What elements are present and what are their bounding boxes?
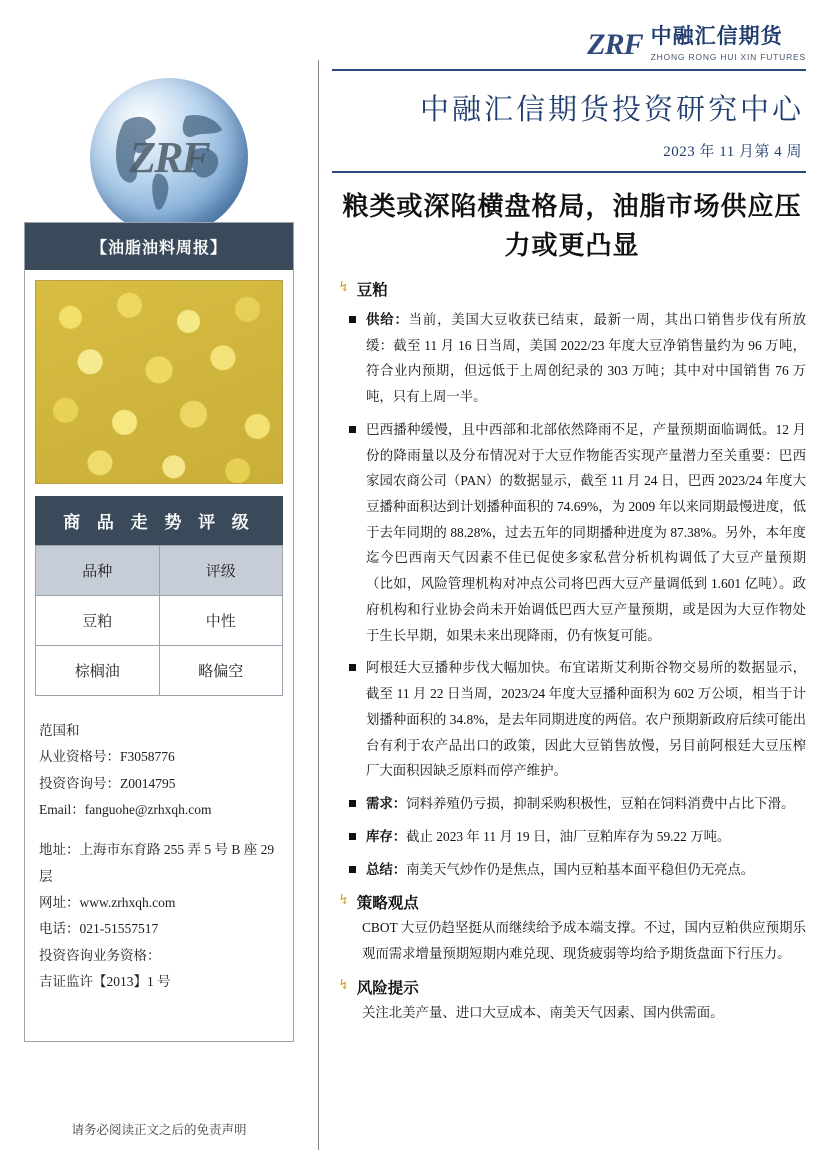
brand-name-en: ZHONG RONG HUI XIN FUTURES bbox=[650, 52, 806, 63]
bullet-text: 饲料养殖仍亏损，抑制采购积极性，豆粕在饲料消费中占比下滑。 bbox=[406, 796, 795, 812]
globe-logo-text: ZRF bbox=[129, 133, 209, 182]
list-item bbox=[348, 791, 806, 817]
soybean-photo bbox=[35, 280, 283, 484]
section-title: 豆粕 bbox=[356, 281, 388, 299]
globe-logo bbox=[90, 78, 248, 236]
column-divider bbox=[318, 60, 319, 1150]
brand-header bbox=[332, 0, 812, 65]
practice-number: 从业资格号：F3058776 bbox=[39, 749, 175, 765]
section-heading-strategy bbox=[338, 891, 812, 913]
table-row bbox=[36, 596, 283, 646]
brand-logo-text: ZRF bbox=[587, 28, 643, 62]
table-header-row bbox=[36, 546, 283, 596]
left-sidebar bbox=[0, 0, 318, 1169]
brand-name bbox=[651, 26, 806, 65]
soybean-meal-bullets bbox=[332, 307, 812, 882]
table-row bbox=[36, 646, 283, 696]
cell-variety: 豆粕 bbox=[36, 596, 160, 646]
list-item bbox=[348, 857, 806, 883]
spacer bbox=[39, 823, 279, 837]
section-title: 策略观点 bbox=[356, 895, 419, 913]
list-item bbox=[348, 417, 806, 649]
bullet-text: 巴西播种缓慢，且中西部和北部依然降雨不足，产量预期面临调低。12 月份的降雨量以及分布情况对于大豆作物能否实现产量潜力至关重要：巴西家园农商公司（PAN）的数据显示，截至 11 月 24 日，巴西 2023/24 年度大豆播种面积达到计划播种面积的 74.69%，为 2009 年以来同期最慢进度，低于去年同期的 88.28%，过去五年的同期播种进度为 87.38%。另外，本年度迄今巴西南天气因素不佳已促使多家私营分析机构调低了大豆产量预期（比如，风险管理机构对冲点公司将巴西大豆产量调低到 1.601 亿吨）。政府机构和行业协会尚未开始调低巴西大豆产量预期，或是因为大豆作物处于生长早期，如果未来出现降雨，仍有恢复可能。 bbox=[366, 421, 806, 643]
consulting-number: 投资咨询号：Z0014795 bbox=[39, 775, 176, 791]
section-title: 风险提示 bbox=[356, 979, 419, 997]
report-card bbox=[24, 222, 294, 1042]
col-header-rating: 评级 bbox=[159, 546, 283, 596]
analyst-contact bbox=[39, 718, 279, 995]
license-number: 吉证监许【2013】1 号 bbox=[39, 973, 171, 989]
cell-variety: 棕榈油 bbox=[36, 646, 160, 696]
analyst-name: 范国和 bbox=[39, 723, 80, 738]
list-item bbox=[348, 824, 806, 850]
cell-rating: 中性 bbox=[159, 596, 283, 646]
headline: 粮类或深陷横盘格局，油脂市场供应压力或更凸显 bbox=[342, 191, 802, 260]
main-content bbox=[332, 0, 812, 1169]
section-heading-soybean-meal bbox=[338, 278, 812, 300]
rating-table bbox=[35, 545, 283, 696]
section-heading-risk bbox=[338, 976, 812, 998]
company-website[interactable]: 网址：www.zrhxqh.com bbox=[39, 894, 176, 910]
arrow-icon: ↯ bbox=[338, 893, 350, 909]
globe-icon bbox=[90, 78, 248, 236]
bullet-lead: 总结： bbox=[366, 861, 407, 877]
analyst-email[interactable]: Email：fanguohe@zrhxqh.com bbox=[39, 801, 212, 817]
arrow-icon: ↯ bbox=[338, 977, 350, 993]
cell-rating: 略偏空 bbox=[159, 646, 283, 696]
bullet-text: 阿根廷大豆播种步伐大幅加快。布宜诺斯艾利斯谷物交易所的数据显示，截至 11 月 22 日当周，2023/24 年度大豆播种面积为 602 万公顷，相当于计划播种面积的 34.8%，是去年同期进度的两倍。农户预期新政府后续可能出台有利于农产品出口的政策，因此大豆销售放慢，另目前阿根廷大豆压榨厂大面积因缺乏原料而停产维护。 bbox=[366, 660, 806, 779]
col-header-variety: 品种 bbox=[36, 546, 160, 596]
company-address: 地址：上海市东育路 255 弄 5 号 B 座 29 层 bbox=[39, 842, 275, 884]
bullet-lead: 需求： bbox=[366, 796, 407, 812]
bullet-lead: 库存： bbox=[366, 828, 407, 844]
bullet-text: 南美天气炒作仍是焦点，国内豆粕基本面平稳但仍无亮点。 bbox=[406, 861, 755, 877]
arrow-icon: ↯ bbox=[338, 279, 350, 295]
disclaimer-note: 请务必阅读正文之后的免责声明 bbox=[71, 1123, 247, 1137]
issue-date: 2023 年 11 月第 4 周 bbox=[663, 143, 802, 160]
strategy-paragraph: CBOT 大豆仍趋坚挺从而继续给予成本端支撑。不过，国内豆粕供应预期乐观而需求增量预期短期内难兑现、现货疲弱等均给予期货盘面下行压力。 bbox=[362, 920, 806, 961]
bullet-text: 截止 2023 年 11 月 19 日，油厂豆粕库存为 59.22 万吨。 bbox=[406, 828, 731, 844]
risk-paragraph: 关注北美产量、进口大豆成本、南美天气因素、国内供需面。 bbox=[362, 1004, 724, 1020]
rating-title: 商 品 走 势 评 级 bbox=[35, 496, 283, 545]
license-label: 投资咨询业务资格： bbox=[39, 947, 161, 963]
page-title: 中融汇信期货投资研究中心 bbox=[419, 93, 804, 126]
company-phone: 电话：021-51557517 bbox=[39, 921, 159, 937]
list-item bbox=[348, 655, 806, 784]
bullet-lead: 供给： bbox=[366, 311, 409, 327]
brand-name-cn: 中融汇信期货 bbox=[650, 25, 783, 48]
report-tag: 【油脂油料周报】 bbox=[25, 223, 293, 270]
list-item bbox=[348, 307, 806, 410]
bullet-text: 当前，美国大豆收获已结束，最新一周，其出口销售步伐有所放缓：截至 11 月 16 日当周，美国 2022/23 年度大豆净销售量约为 96 万吨，符合业内预期，但远低于上周创纪录的 303 万吨；其中对中国销售 76 万吨，只有上周一半。 bbox=[366, 311, 807, 405]
